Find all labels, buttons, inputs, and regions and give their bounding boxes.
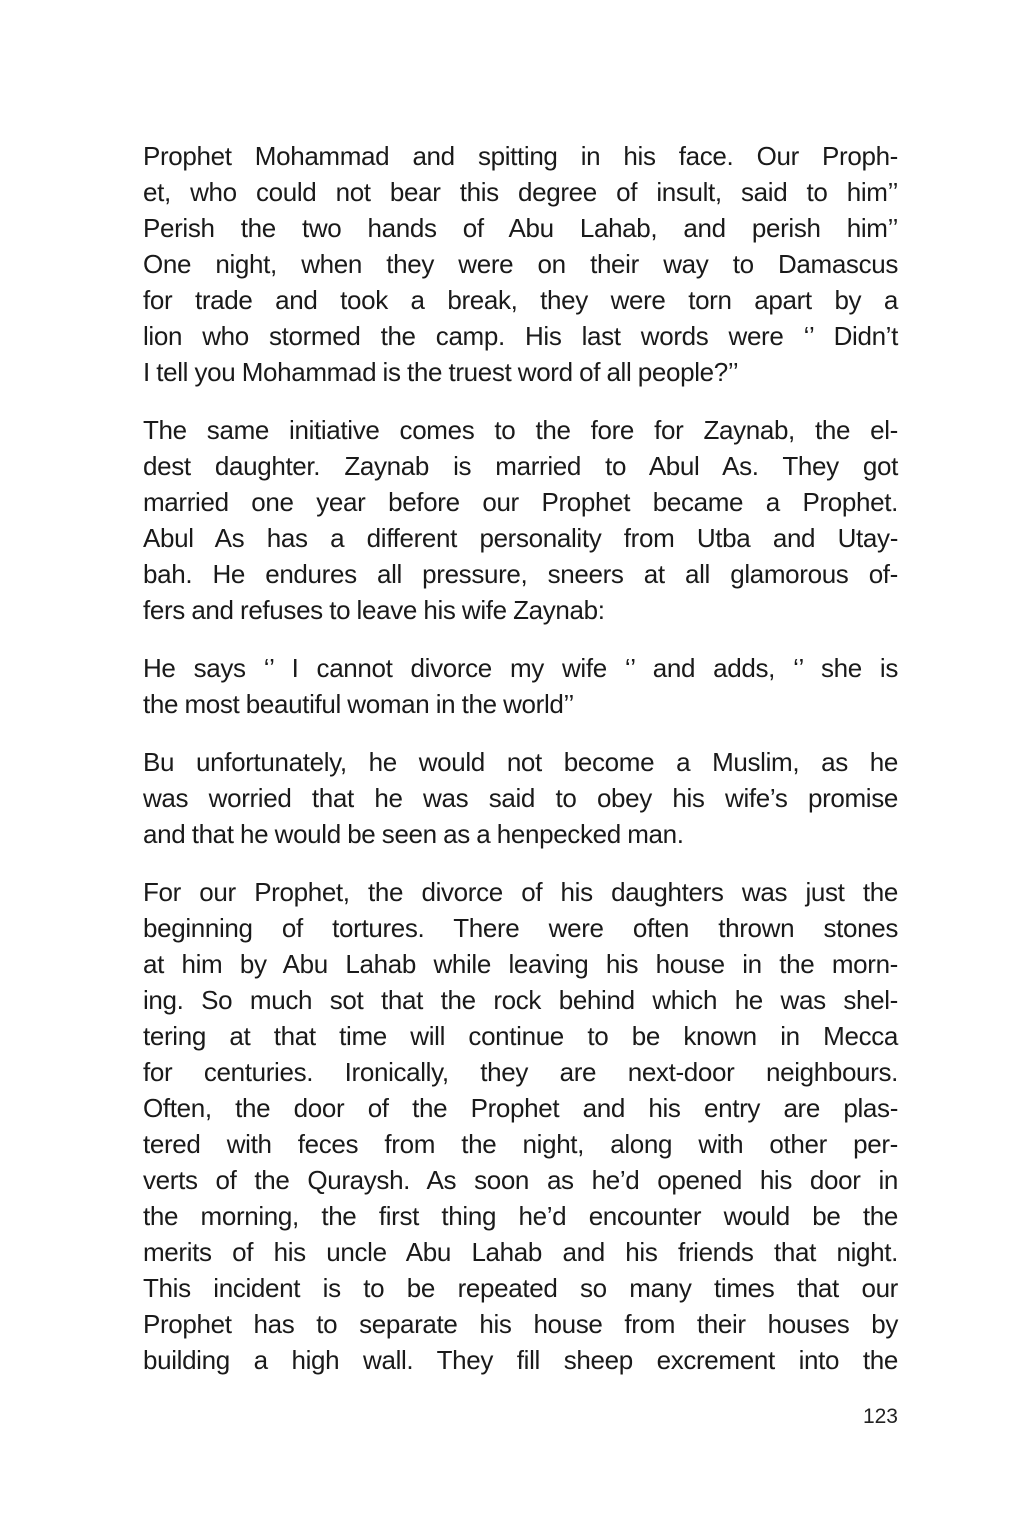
text-line: for centuries. Ironically, they are next-door neighbours. (143, 1057, 898, 1087)
text-line: was worried that he was said to obey his wife’s promise (143, 783, 898, 813)
text-line: for trade and took a break, they were torn apart by a (143, 285, 898, 315)
text-line: ing. So much sot that the rock behind which he was shel- (143, 985, 898, 1015)
text-line: Bu unfortunately, he would not become a Muslim, as he (143, 747, 898, 777)
page-number: 123 (862, 1405, 898, 1428)
text-line: et, who could not bear this degree of insult, said to him’’ (143, 177, 898, 207)
text-line: bah. He endures all pressure, sneers at all glamorous of- (143, 559, 898, 589)
text-line: married one year before our Prophet became a Prophet. (143, 487, 898, 517)
text-line: merits of his uncle Abu Lahab and his friends that night. (143, 1237, 898, 1267)
paragraph-4 (143, 744, 898, 852)
text-line: tered with feces from the night, along with other per- (143, 1129, 898, 1159)
text-line: tering at that time will continue to be known in Mecca (143, 1021, 898, 1051)
body-text (143, 138, 898, 1400)
text-line: the most beautiful woman in the world’’ (143, 689, 574, 719)
text-line: He says ‘’ I cannot divorce my wife ‘’ and adds, ‘’ she is (143, 653, 898, 683)
text-line: Prophet has to separate his house from their houses by (143, 1309, 898, 1339)
paragraph-1 (143, 138, 898, 390)
text-line: the morning, the first thing he’d encounter would be the (143, 1201, 898, 1231)
text-line: Often, the door of the Prophet and his entry are plas- (143, 1093, 898, 1123)
text-line: This incident is to be repeated so many times that our (143, 1273, 898, 1303)
text-line: at him by Abu Lahab while leaving his house in the morn- (143, 949, 898, 979)
paragraph-5 (143, 874, 898, 1378)
text-line: For our Prophet, the divorce of his daughters was just the (143, 877, 898, 907)
text-line: I tell you Mohammad is the truest word of all people?’’ (143, 357, 739, 387)
text-line: beginning of tortures. There were often thrown stones (143, 913, 898, 943)
text-line: and that he would be seen as a henpecked man. (143, 819, 684, 849)
text-line: dest daughter. Zaynab is married to Abul As. They got (143, 451, 898, 481)
paragraph-2 (143, 412, 898, 628)
text-line: fers and refuses to leave his wife Zaynab: (143, 595, 605, 625)
text-line: lion who stormed the camp. His last words were ‘’ Didn’t (143, 321, 898, 351)
text-line: Abul As has a different personality from Utba and Utay- (143, 523, 898, 553)
text-line: building a high wall. They fill sheep excrement into the (143, 1345, 898, 1375)
text-line: The same initiative comes to the fore for Zaynab, the el- (143, 415, 898, 445)
text-line: One night, when they were on their way to Damascus (143, 249, 898, 279)
text-line: verts of the Quraysh. As soon as he’d opened his door in (143, 1165, 898, 1195)
text-line: Prophet Mohammad and spitting in his face. Our Proph- (143, 141, 898, 171)
text-line: Perish the two hands of Abu Lahab, and perish him’’ (143, 213, 898, 243)
paragraph-3 (143, 650, 898, 722)
